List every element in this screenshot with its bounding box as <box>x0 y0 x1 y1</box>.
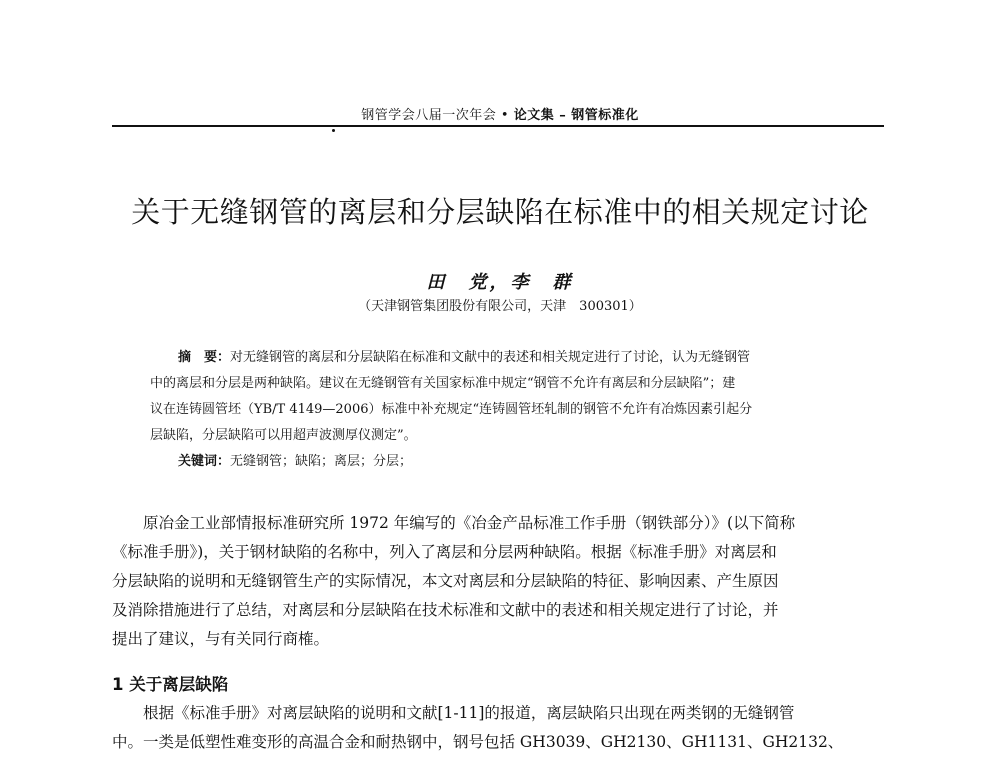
paragraph-line: 原冶金工业部情报标准研究所 1972 年编写的《冶金产品标准工作手册（钢铁部分）》(以下简称 <box>143 514 796 532</box>
abstract-line <box>150 345 860 371</box>
abstract-line: 中的离层和分层是两种缺陷。建议在无缝钢管有关国家标准中规定“钢管不允许有离层和分层缺陷”；建 <box>150 376 736 391</box>
header-rule <box>112 125 884 127</box>
paragraph-line: 中。一类是低塑性难变形的高温合金和耐热钢中，钢号包括 GH3039、GH2130、GH1131、GH2132、 <box>112 733 844 751</box>
header-conference: 钢管学会八届一次年会 <box>361 108 497 123</box>
keywords: 无缝钢管；缺陷；离层；分层； <box>230 454 413 469</box>
paragraph-line: 分层缺陷的说明和无缝钢管生产的实际情况，本文对离层和分层缺陷的特征、影响因素、产生原因 <box>112 572 779 590</box>
header-section: 论文集 – 钢管标准化 <box>513 108 639 123</box>
abstract-text: 对无缝钢管的离层和分层缺陷在标准和文献中的表述和相关规定进行了讨论，认为无缝钢管 <box>230 350 751 365</box>
paper-title: 关于无缝钢管的离层和分层缺陷在标准中的相关规定讨论 <box>131 195 869 229</box>
abstract-block <box>150 345 860 475</box>
authors: 田 党，李 群 <box>426 272 574 293</box>
paragraph-line: 《标准手册》)，关于钢材缺陷的名称中，列入了离层和分层两种缺陷。根据《标准手册》对离层和 <box>112 543 777 561</box>
affiliation: （天津钢管集团股份有限公司，天津 300301） <box>358 299 642 314</box>
header-separator: • <box>496 108 514 123</box>
paragraph-line: 提出了建议，与有关同行商榷。 <box>112 630 330 648</box>
speck <box>332 129 335 132</box>
paragraph-line: 及消除措施进行了总结，对离层和分层缺陷在技术标准和文献中的表述和相关规定进行了讨论，并 <box>112 601 779 619</box>
running-header <box>0 104 1000 123</box>
keywords-line <box>150 449 860 475</box>
intro-paragraph <box>112 509 892 654</box>
keywords-label: 关键词： <box>178 454 231 469</box>
abstract-line: 层缺陷，分层缺陷可以用超声波测厚仪测定”。 <box>150 428 417 443</box>
abstract-label: 摘 要： <box>178 350 231 365</box>
section-heading: 1 关于离层缺陷 <box>112 675 229 694</box>
section-paragraph <box>112 699 892 757</box>
abstract-line: 议在连铸圆管坯（YB/T 4149—2006）标准中补充规定“连铸圆管坯轧制的钢管不允许有冶炼因素引起分 <box>150 402 753 417</box>
paragraph-line: 根据《标准手册》对离层缺陷的说明和文献[1-11]的报道，离层缺陷只出现在两类钢的无缝钢管 <box>143 704 795 722</box>
